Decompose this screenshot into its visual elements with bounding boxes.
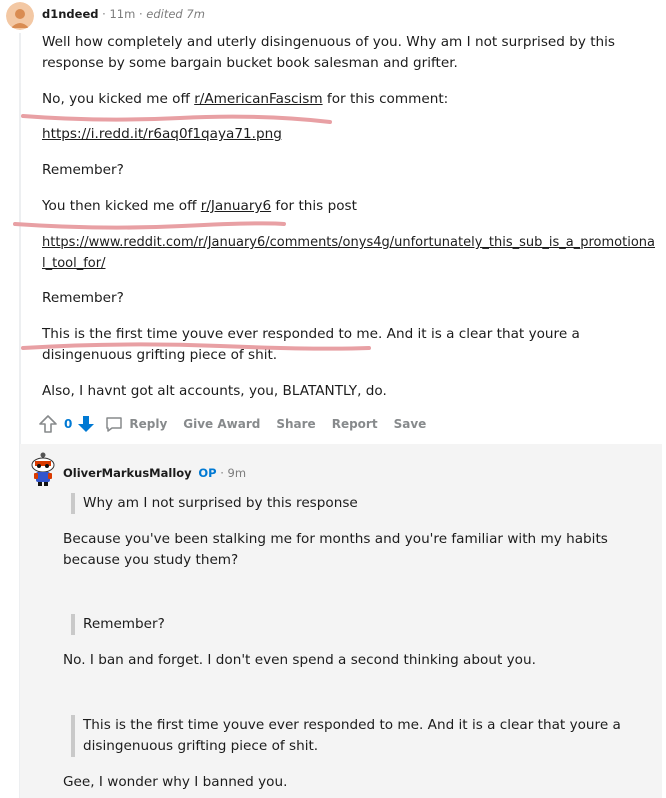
comment-paragraph: Also, I havnt got alt accounts, you, BLATANTLY, do. (42, 383, 387, 399)
blockquote: This is the first time youve ever responded to me. And it is a clear that youre a disingenuous grifting piece of shit. (71, 715, 638, 757)
comment-paragraph (42, 196, 662, 217)
comment-paragraph (42, 89, 662, 110)
give-award-button[interactable]: Give Award (183, 417, 261, 431)
text-fragment: for this post (271, 198, 357, 214)
downvote-button[interactable] (76, 414, 96, 434)
comment-time[interactable]: 9m (227, 466, 247, 480)
reply-button[interactable] (104, 414, 167, 434)
comment-paragraph: This is the first time youve ever responded to me. And it is a clear that youre a disingenuous grifting piece of shit. (42, 326, 580, 363)
subreddit-link[interactable]: r/AmericanFascism (194, 91, 323, 107)
post-link[interactable]: https://www.reddit.com/r/January6/comments/onys4g/unfortunately_this_sub_is_a_promotional_tool_for/ (42, 235, 655, 271)
user-avatar[interactable] (29, 452, 57, 488)
text-fragment: You then kicked me off (42, 198, 201, 214)
upvote-icon (38, 414, 58, 434)
avatar-icon (6, 2, 34, 30)
comment-paragraph: Remember? (42, 290, 124, 306)
separator-dot: · (102, 7, 110, 21)
report-button[interactable]: Report (331, 417, 378, 431)
blockquote: Why am I not surprised by this response (71, 493, 643, 514)
share-button[interactable]: Share (276, 417, 316, 431)
comment-paragraph: Because you've been stalking me for months and you're familiar with my habits because you study them? (63, 531, 608, 568)
downvote-icon (76, 414, 96, 434)
edited-time: edited 7m (146, 7, 205, 21)
separator-dot: · (220, 466, 228, 480)
comment-paragraph: Well how completely and uterly disingenuous of you. Why am I not surprised by this response by some bargain bucket book salesman and grifter. (42, 34, 616, 71)
upvote-button[interactable] (38, 414, 58, 434)
reply-label: Reply (129, 417, 168, 431)
comment-meta (63, 466, 246, 480)
save-button[interactable]: Save (393, 417, 427, 431)
op-badge: OP (198, 466, 217, 480)
username[interactable]: d1ndeed (42, 7, 99, 21)
comment-paragraph: Remember? (42, 162, 124, 178)
snoo-avatar-icon (29, 452, 57, 488)
comment-meta (42, 7, 205, 21)
comment-bubble-icon (104, 414, 124, 434)
text-fragment: No, you kicked me off (42, 91, 195, 107)
comment-time[interactable]: 11m (109, 7, 136, 21)
comment-actions (38, 412, 442, 436)
subreddit-link[interactable]: r/January6 (200, 198, 272, 214)
comment-paragraph: No. I ban and forget. I don't even spend a second thinking about you. (63, 652, 536, 668)
blockquote: Remember? (71, 614, 643, 635)
vote-count: 0 (64, 417, 73, 431)
image-link[interactable]: https://i.redd.it/r6aq0f1qaya71.png (42, 126, 282, 142)
user-avatar[interactable] (6, 2, 34, 30)
text-fragment: for this comment: (322, 91, 449, 107)
username[interactable]: OliverMarkusMalloy (63, 466, 192, 480)
separator-dot: · (138, 7, 147, 21)
comment-paragraph: Gee, I wonder why I banned you. (63, 774, 288, 790)
